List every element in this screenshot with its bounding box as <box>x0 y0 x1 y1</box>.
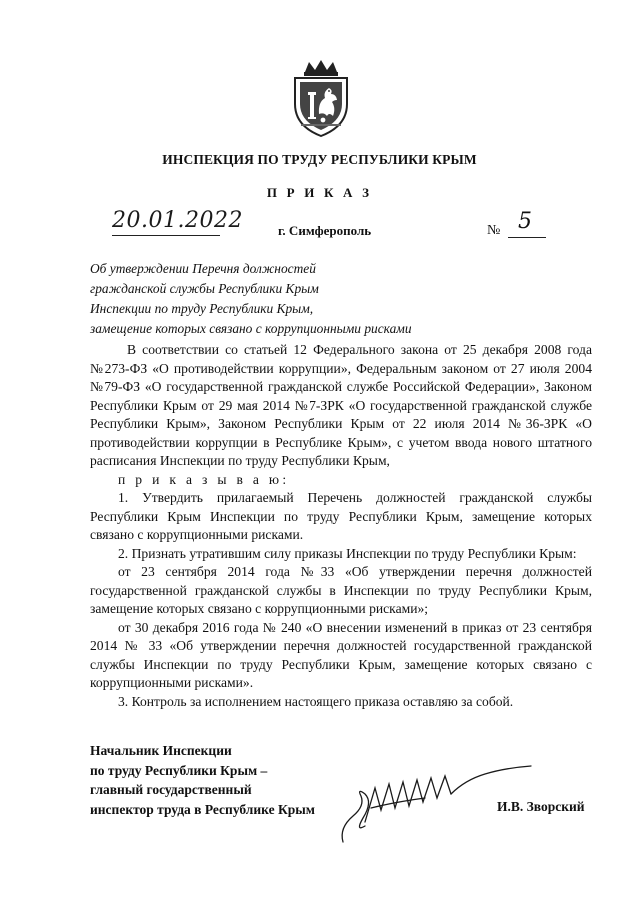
handwritten-number: 5 <box>518 209 532 234</box>
subject-line: замещение которых связано с коррупционными рисками <box>90 321 412 336</box>
signatory-name: И.В. Зворский <box>497 799 585 814</box>
number-label: № <box>487 223 501 238</box>
number-underline <box>508 237 546 238</box>
order-item-3: 3. Контроль за исполнением настоящего приказа оставляю за собой. <box>118 693 514 709</box>
document-type-title: П Р И К А З <box>266 185 373 200</box>
handwritten-date: 20.01.2022 <box>112 208 243 233</box>
signatory-title-line: по труду Республики Крым – <box>90 762 268 778</box>
coat-of-arms-icon <box>289 58 353 138</box>
order-item-2a: от 23 сентября 2014 года №33 «Об утверждении перечня должностей государственной гражданской службы в Инспекции по труду Республики Крым, замещение которых связано с коррупционными рисками»; <box>90 564 592 616</box>
subject-line: гражданской службы Республики Крым <box>90 281 319 296</box>
preamble-paragraph: В соответствии со статьей 12 Федерального закона от 25 декабря 2008 года №273-ФЗ «О противодействии коррупции», Федеральным законом от 27 июля 2004 №79-ФЗ «О государственной гражданской службе Российской Федерации», Законом Республики Крым от 29 мая 2014 №7-ЗРК «О государственной гражданской службе Республики Крым», Законом Республики Крым от 22 июля 2014 №36-ЗРК «О противодействии коррупции в Республике Крым», с учетом ввода нового штатного расписания Инспекции по труду Республики Крым, <box>90 342 592 468</box>
organization-title: ИНСПЕКЦИЯ ПО ТРУДУ РЕСПУБЛИКИ КРЫМ <box>162 152 477 167</box>
order-item-2: 2. Признать утратившим силу приказы Инспекции по труду Республики Крым: <box>118 545 577 561</box>
order-item-1: 1. Утвердить прилагаемый Перечень должностей гражданской службы Республики Крым Инспекции по труду Республики Крым, замещение которых связано с коррупционными рисками. <box>90 490 592 542</box>
order-body <box>90 341 592 711</box>
signatory-title-line: главный государственный <box>90 782 252 797</box>
signatory-title-line: инспектор труда в Республике Крым <box>90 801 316 817</box>
order-item-2b: от 30 декабря 2016 года № 240 «О внесении изменений в приказ от 23 сентября 2014 № 33 «Об утверждении перечня должностей государственной гражданской службы Инспекции по труду Республики Крым, замещение которых связано с коррупционными рисками». <box>90 619 592 690</box>
date-underline <box>112 235 220 236</box>
subject-line: Об утверждении Перечня должностей <box>90 261 316 276</box>
order-word: п р и к а з ы в а ю: <box>118 471 290 487</box>
city-label: г. Симферополь <box>278 223 372 238</box>
signatory-title <box>90 741 315 819</box>
signatory-title-line: Начальник Инспекции <box>90 743 232 758</box>
order-subject <box>90 259 412 339</box>
subject-line: Инспекции по труду Республики Крым, <box>90 301 314 316</box>
